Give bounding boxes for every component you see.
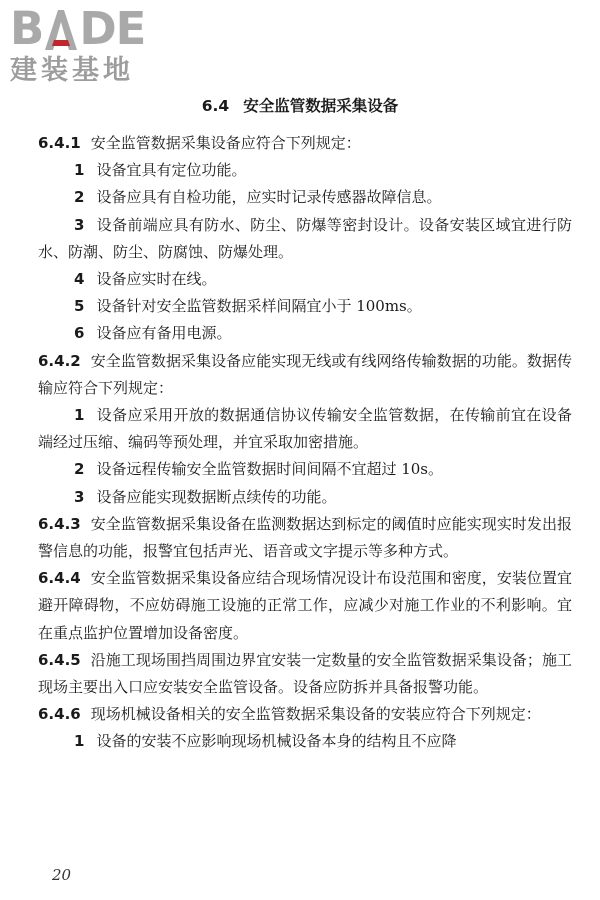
list-item (38, 212, 572, 266)
list-item (38, 293, 572, 320)
item-text: 设备应实时在线。 (96, 270, 217, 289)
clause-paragraph (38, 565, 572, 647)
clause-paragraph (38, 647, 572, 701)
section-title (0, 94, 600, 116)
item-text: 设备的安装不应影响现场机械设备本身的结构且不应降 (96, 732, 457, 751)
clause-text: 沿施工现场围挡周围边界宜安装一定数量的安全监管数据采集设备；施工现场主要出入口应安装安全监管设备。设备应防拆并具备报警功能。 (38, 650, 572, 697)
item-number: 4 (74, 270, 85, 289)
clause-number: 6.4.5 (38, 650, 81, 669)
item-number: 5 (74, 297, 85, 316)
logo (10, 2, 180, 86)
item-text: 设备应采用开放的数据通信协议传输安全监管数据，在传输前宜在设备端经过压缩、编码等预处理，并宜采取加密措施。 (38, 406, 572, 452)
item-text: 设备宜具有定位功能。 (96, 161, 247, 180)
list-item (38, 456, 572, 483)
clause-text: 安全监管数据采集设备应符合下列规定： (90, 134, 361, 152)
clause-number: 6.4.2 (38, 351, 81, 370)
item-number: 2 (74, 460, 85, 479)
list-item (38, 266, 572, 293)
document-body (38, 130, 572, 756)
item-number: 2 (74, 188, 85, 207)
item-number: 1 (74, 732, 85, 751)
list-item (38, 184, 572, 211)
list-item (38, 402, 572, 456)
item-text: 设备前端应具有防水、防尘、防爆等密封设计。设备安装区域宜进行防水、防潮、防尘、防腐蚀、防爆处理。 (38, 215, 572, 261)
clause-number: 6.4.1 (38, 134, 81, 152)
clause-paragraph (38, 701, 572, 728)
list-item (38, 728, 572, 755)
item-number: 3 (74, 487, 85, 506)
clause-paragraph (38, 511, 572, 565)
item-number: 3 (74, 215, 85, 234)
section-number: 6.4 (201, 97, 230, 115)
clause-number: 6.4.6 (38, 705, 81, 724)
logo-a-icon (43, 6, 79, 52)
logo-chinese-name: 建装基地 (10, 55, 134, 86)
clause-text: 安全监管数据采集设备应能实现无线或有线网络传输数据的功能。数据传输应符合下列规定： (38, 351, 572, 397)
item-text: 设备应能实现数据断点续传的功能。 (96, 487, 337, 506)
list-item (38, 484, 572, 511)
section-heading: 安全监管数据采集设备 (243, 97, 399, 115)
item-number: 1 (74, 406, 85, 425)
item-number: 1 (74, 161, 85, 180)
item-number: 6 (74, 324, 85, 343)
item-text: 设备针对安全监管数据采样间隔宜小于 100ms。 (96, 297, 422, 316)
clause-number: 6.4.3 (38, 514, 81, 533)
logo-wordmark: B DE (10, 2, 146, 55)
clause-number: 6.4.4 (38, 569, 81, 588)
item-text: 设备应有备用电源。 (96, 324, 232, 343)
clause-text: 安全监管数据采集设备在监测数据达到标定的阈值时应能实现实时发出报警信息的功能，报警宜包括声光、语音或文字提示等多种方式。 (38, 514, 572, 561)
clause-text: 现场机械设备相关的安全监管数据采集设备的安装应符合下列规定： (90, 705, 541, 724)
list-item (38, 320, 572, 347)
item-text: 设备应具有自检功能，应实时记录传感器故障信息。 (96, 188, 442, 207)
list-item (38, 157, 572, 184)
clause-paragraph (38, 130, 572, 157)
clause-paragraph (38, 348, 572, 402)
item-text: 设备远程传输安全监管数据时间间隔不宜超过 10s。 (96, 460, 443, 479)
clause-text: 安全监管数据采集设备应结合现场情况设计布设范围和密度，安装位置宜避开障碍物，不应妨碍施工设施的正常工作，应减少对施工作业的不利影响。宜在重点监护位置增加设备密度。 (38, 569, 572, 642)
page-number: 20 (52, 866, 72, 884)
